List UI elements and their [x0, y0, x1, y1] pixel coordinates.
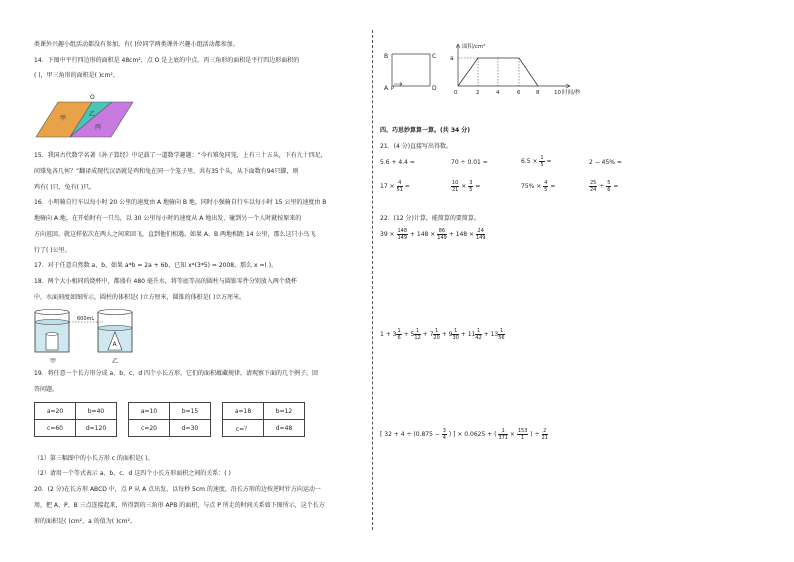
- q15-line3: 鸡有( )只，兔有( )只。: [34, 184, 96, 191]
- column-divider: [372, 30, 373, 530]
- q19-line2: 答问题。: [34, 386, 59, 393]
- cell-b: b=40: [76, 403, 117, 420]
- beakers-figure: [30, 306, 140, 366]
- q21-item: 75% × $\frac{4}{5}$ =: [521, 180, 556, 193]
- area-table-3: [222, 402, 305, 437]
- q21-item: 2 − 45% =: [589, 159, 622, 166]
- y-axis-label: 面积/cm²: [462, 44, 486, 50]
- arrow-icon: [394, 83, 402, 86]
- cell-c: c=60: [35, 420, 76, 437]
- x-axis-label: 时间/秒: [562, 90, 581, 96]
- q16-line3: 方向返回，就这样依次在两人之间来回飞，直到他们相遇。如果 A、B 两地相距 14 公里，那么这只小鸟飞: [34, 231, 316, 238]
- q22-title: 22．(12 分)计算，能简算的要简算。: [380, 215, 480, 222]
- x-tick: 8: [536, 90, 540, 96]
- cone-letter: A: [112, 341, 117, 348]
- label-b: B: [384, 53, 389, 60]
- point-o-label: O: [90, 94, 95, 101]
- cell-d: d=48: [264, 420, 305, 437]
- cell-c: c=？: [223, 420, 264, 437]
- section-title: 四、巧思妙算算一算。(共 34 分): [380, 127, 471, 134]
- label-d: D: [432, 85, 437, 92]
- q15-line2: 问雉兔各几何？”翻译成现代汉语就是鸡和兔在同一个笼子里，共有35个头，从下面数有94只脚，则: [34, 168, 299, 175]
- q21-title: 21．(4 分)直接写出得数。: [380, 143, 453, 150]
- rectangle-abcd: [384, 53, 437, 92]
- q13-continuation: 类课外兴趣小组活动都没有参加，有( )位同学两类课外兴趣小组活动都参加。: [34, 41, 239, 48]
- q16-line4: 行了( )公里。: [34, 247, 71, 254]
- q19-line1: 19．将任意一个长方形分成 a、b、c、d 四个小长方形，它们的面积蕴藏规律，请观察下面的几个例子，回: [34, 370, 319, 377]
- cylinder-part: [46, 334, 58, 350]
- x-tick: 4: [496, 90, 500, 96]
- q21-item: $\frac{25}{24}$ ÷ $\frac{5}{6}$ =: [590, 180, 619, 193]
- q20-line3: 形的面积是( )cm²，a 的值为( )cm²。: [34, 518, 136, 525]
- q21-item: 6.5 × $\frac{1}{5}$ =: [521, 155, 552, 168]
- q14-line1: 14．下图中平行四边形的面积是 48cm²，点 O 是上底的中点。丙三角形的面积是平行四边形面积的: [34, 57, 300, 64]
- label-c: C: [432, 53, 437, 60]
- x-tick: 6: [517, 90, 521, 96]
- jia-label: 甲: [60, 115, 67, 122]
- q21-item: $\frac{10}{21}$ × $\frac{3}{5}$ =: [452, 180, 481, 193]
- q21-item: 5.6 + 4.4 =: [380, 159, 415, 166]
- q21-item: 17 × $\frac{4}{51}$ =: [380, 180, 410, 193]
- label-p: P: [391, 86, 395, 92]
- q16-line1: 16．小明骑自行车以每小时 20 公里的速度由 A 地骑向 B 地，同时小强骑自行车以每小时 15 公里的速度由 B: [34, 199, 327, 206]
- q18-line1: 18．两个大小相同的烧杯中，都盛有 480 毫升水，将等底等高的圆柱与圆锥零件分别放入两个烧杯: [34, 278, 297, 285]
- q18-line2: 中，水面刻度如图所示，圆柱的体积是( )立方厘米，圆锥的体积是( )立方厘米。: [34, 294, 246, 301]
- q19-sub2: （2）请用一个等式表示 a、b、c、d 这四个小长方形面积之间的关系：( ): [34, 470, 231, 477]
- cell-a: a=10: [129, 403, 170, 420]
- cell-d: d=120: [76, 420, 117, 437]
- label-a: A: [384, 85, 389, 92]
- x-tick: 2: [476, 90, 480, 96]
- q20-line1: 20．(2 分)在长方形 ABCD 中，点 P 从 A 点出发，以每秒 5cm 的速度，沿长方形的边按逆时针方向运动一: [34, 486, 321, 493]
- cell-c: c=20: [129, 420, 170, 437]
- q16-line2: 地骑向 A 地，在开始时有一只鸟，以 30 公里每小时的速度从 A 地出发，碰到另一个人时就按原来的: [34, 215, 302, 222]
- bing-label: 丙: [95, 124, 102, 131]
- parallelogram-figure: [20, 94, 145, 140]
- q15-line1: 15．我国古代数学名著《孙子算经》中记载了一道数学趣题：“今有雉兔同笼，上有三十五头，下有九十四足，: [34, 152, 327, 159]
- q22-expression-1: 39 × $\frac{148}{149}$ + 148 × $\frac{86}{149}$ + 148 × $\frac{24}{149}$: [380, 228, 486, 241]
- q20-line2: 周，把 A、P、B 三点连接起来，所得到的三角形 APB 的面积，与点 P 所走的时间关系如下图所示，这个长方: [34, 502, 325, 509]
- area-table-2: [128, 402, 211, 437]
- beaker-yi: [98, 310, 132, 353]
- q22-expression-2: 1 + 3 $\frac{1}{6}$ + 5 $\frac{1}{12}$ + 7 $\frac{1}{20}$ + 9 $\frac{1}{30}$ + 11 $\frac{1}{42}$ + 13 $\frac{1}{56}$: [380, 328, 505, 341]
- yi-label: 乙: [89, 111, 96, 118]
- y-tick-a: a: [450, 55, 454, 62]
- x-tick: 0: [454, 90, 458, 96]
- q17-text: 17．对于任意自然数 a、b，如果 a*b = 2a + 6b，已知 x*(3*5) = 2008，那么 x =( )。: [34, 262, 278, 269]
- cell-a: a=18: [223, 403, 264, 420]
- q22-expression-3: [ 32 + 4 ÷ (0.875 − $\frac{3}{4}$ ) ] × 0.0625 + ( $\frac{1}{371}$ × $\frac{153}{1}$ ) ÷ $\frac{2}{21}$: [380, 428, 548, 441]
- q14-line2: ( )，甲三角形的面积是( )cm²。: [34, 72, 119, 79]
- q20-figures: [380, 38, 595, 100]
- area-time-graph: [450, 42, 581, 96]
- label-yi: 乙: [112, 358, 119, 365]
- cell-d: d=30: [170, 420, 211, 437]
- cell-b: b=15: [170, 403, 211, 420]
- x-tick: 10: [554, 90, 561, 96]
- cell-a: a=20: [35, 403, 76, 420]
- mark-600ml: 600mL: [77, 316, 95, 322]
- cell-b: b=12: [264, 403, 305, 420]
- label-jia: 甲: [50, 358, 57, 365]
- q21-item: 70 ÷ 0.01 =: [451, 159, 488, 166]
- beaker-jia: [35, 310, 69, 353]
- area-table-1: [34, 402, 117, 437]
- q19-sub1: （1）第三幅图中的小长方形 c 的面积是( )。: [34, 455, 154, 462]
